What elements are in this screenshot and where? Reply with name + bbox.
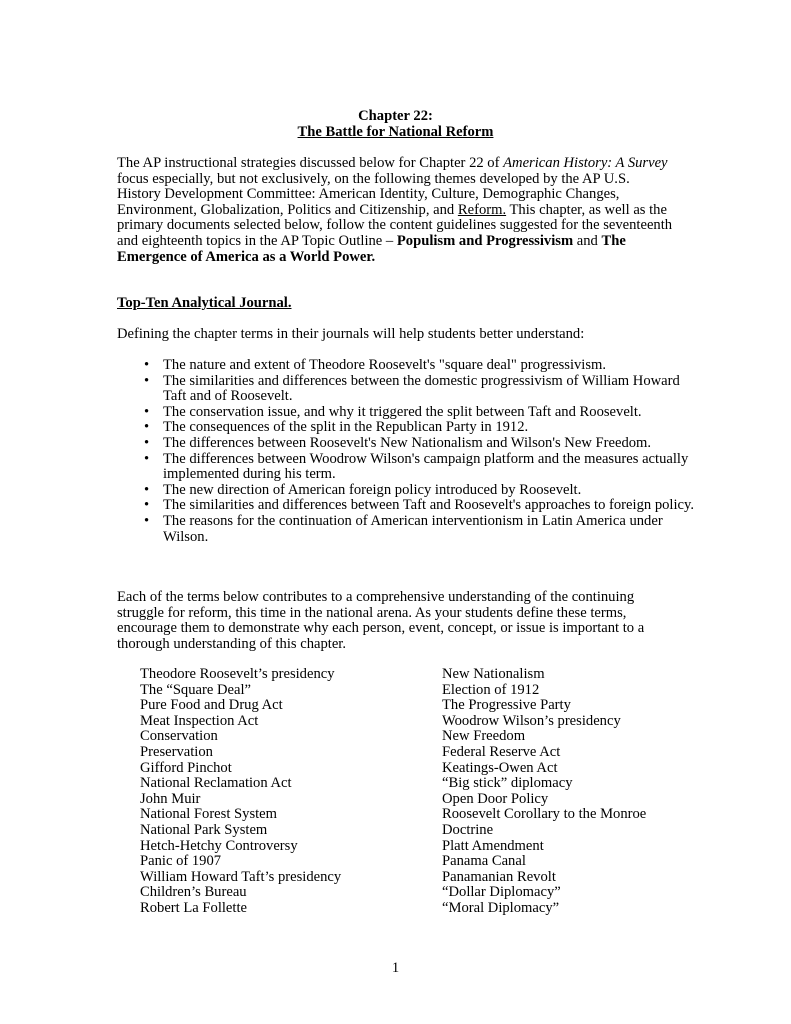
objective-text: The consequences of the split in the Republican Party in 1912. bbox=[163, 419, 529, 436]
term-item: Hetch-Hetchy Controversy bbox=[140, 837, 298, 854]
term-item: National Park System bbox=[140, 821, 268, 838]
intro-text-3: This chapter, as well as the primary documents selected below, follow the content guidelines suggested for the seventeenth and eighteenth topics in the AP Topic Outline – bbox=[117, 201, 673, 249]
topic-world-power: The Emergence of America as a World Power. bbox=[117, 232, 626, 265]
term-item: Federal Reserve Act bbox=[442, 743, 561, 760]
term-item: New Freedom bbox=[442, 728, 526, 745]
chapter-name: The Battle for National Reform bbox=[297, 123, 494, 140]
term-item: Meat Inspection Act bbox=[140, 712, 259, 729]
terms-list-right bbox=[442, 667, 702, 917]
term-item: Roosevelt Corollary to the Monroe bbox=[442, 806, 647, 823]
objective-text: The similarities and differences between Taft and Roosevelt's approaches to foreign policy. bbox=[163, 497, 694, 514]
term-item: Conservation bbox=[140, 728, 218, 745]
book-title: American History: A Survey bbox=[503, 155, 668, 171]
chapter-title bbox=[0, 109, 791, 140]
chapter-number: Chapter 22: bbox=[358, 108, 433, 124]
term-item: Gifford Pinchot bbox=[140, 759, 232, 776]
objective-item bbox=[117, 483, 697, 499]
term-item: Woodrow Wilson’s presidency bbox=[442, 712, 621, 729]
term-item: Children’s Bureau bbox=[140, 884, 247, 901]
objective-item bbox=[117, 452, 697, 483]
objective-item bbox=[117, 514, 697, 545]
topic-populism: Populism and Progressivism bbox=[396, 232, 574, 249]
term-item: “Dollar Diplomacy” bbox=[442, 884, 561, 901]
objectives-list bbox=[117, 358, 697, 545]
term-item: Robert La Follette bbox=[140, 899, 247, 916]
objective-text: The differences between Woodrow Wilson's campaign platform and the measures actually implemented during his term. bbox=[163, 450, 689, 483]
term-item: Platt Amendment bbox=[442, 837, 544, 854]
term-item: National Forest System bbox=[140, 806, 278, 823]
intro-text-1: The AP instructional strategies discussed below for Chapter 22 of bbox=[117, 155, 504, 171]
term-item: Theodore Roosevelt’s presidency bbox=[140, 666, 335, 682]
term-item: The Progressive Party bbox=[442, 697, 571, 714]
bullet-icon: • bbox=[144, 481, 150, 498]
bullet-icon: • bbox=[144, 434, 150, 451]
term-item: National Reclamation Act bbox=[140, 775, 292, 792]
term-item: Panamanian Revolt bbox=[442, 868, 556, 885]
term-item: Election of 1912 bbox=[442, 681, 540, 698]
objective-text: The similarities and differences between the domestic progressivism of William Howard Taft and of Roosevelt. bbox=[163, 372, 680, 405]
objective-text: The nature and extent of Theodore Roosevelt's "square deal" progressivism. bbox=[163, 357, 607, 373]
terms-intro-paragraph: Each of the terms below contributes to a comprehensive understanding of the continuing struggle for reform, this time in the national arena. As your students define these terms, encourage them to demonstrate why each person, event, concept, or issue is important to a thorough understanding of this chapter. bbox=[117, 589, 645, 652]
term-item: “Big stick” diplomacy bbox=[442, 775, 573, 792]
objective-text: The conservation issue, and why it triggered the split between Taft and Roosevelt. bbox=[163, 403, 642, 420]
term-item: John Muir bbox=[140, 790, 201, 807]
bullet-icon: • bbox=[144, 357, 150, 373]
lead-sentence: Defining the chapter terms in their journals will help students better understand: bbox=[117, 326, 585, 342]
objective-text: The differences between Roosevelt's New Nationalism and Wilson's New Freedom. bbox=[163, 434, 652, 451]
term-item: The “Square Deal” bbox=[140, 681, 252, 698]
term-item: Keatings-Owen Act bbox=[442, 759, 558, 776]
term-item: William Howard Taft’s presidency bbox=[140, 868, 342, 885]
term-item: Open Door Policy bbox=[442, 790, 549, 807]
terms-list-left bbox=[140, 667, 430, 917]
intro-paragraph bbox=[117, 156, 677, 265]
reform-word: Reform. bbox=[457, 201, 507, 218]
term-item: Panic of 1907 bbox=[140, 853, 222, 870]
term-item: Panama Canal bbox=[442, 853, 526, 870]
and-word: and bbox=[573, 232, 602, 249]
bullet-icon: • bbox=[144, 450, 150, 467]
objective-item bbox=[117, 420, 697, 436]
objective-item bbox=[117, 498, 697, 514]
objective-item bbox=[117, 374, 697, 405]
objective-text: The new direction of American foreign policy introduced by Roosevelt. bbox=[163, 481, 582, 498]
objective-text: The reasons for the continuation of American interventionism in Latin America under Wilson. bbox=[163, 512, 663, 545]
objective-item bbox=[117, 436, 697, 452]
bullet-icon: • bbox=[144, 419, 150, 436]
term-item: New Nationalism bbox=[442, 666, 545, 682]
objective-item bbox=[117, 405, 697, 421]
section-heading: Top-Ten Analytical Journal. bbox=[117, 295, 292, 311]
term-item: Preservation bbox=[140, 743, 213, 760]
bullet-icon: • bbox=[144, 512, 150, 529]
objective-item bbox=[117, 358, 697, 374]
bullet-icon: • bbox=[144, 497, 150, 514]
term-item: “Moral Diplomacy” bbox=[442, 899, 560, 916]
bullet-icon: • bbox=[144, 403, 150, 420]
page-number: 1 bbox=[391, 960, 400, 976]
bullet-icon: • bbox=[144, 372, 150, 389]
intro-text-2: focus especially, but not exclusively, on the following themes developed by the AP U.S. History Development Committee: American Identity, Culture, Demographic Changes, Environment, Globalization, Politics and Citizenship, and bbox=[117, 170, 630, 218]
term-item: Doctrine bbox=[442, 821, 494, 838]
term-item: Pure Food and Drug Act bbox=[140, 697, 283, 714]
